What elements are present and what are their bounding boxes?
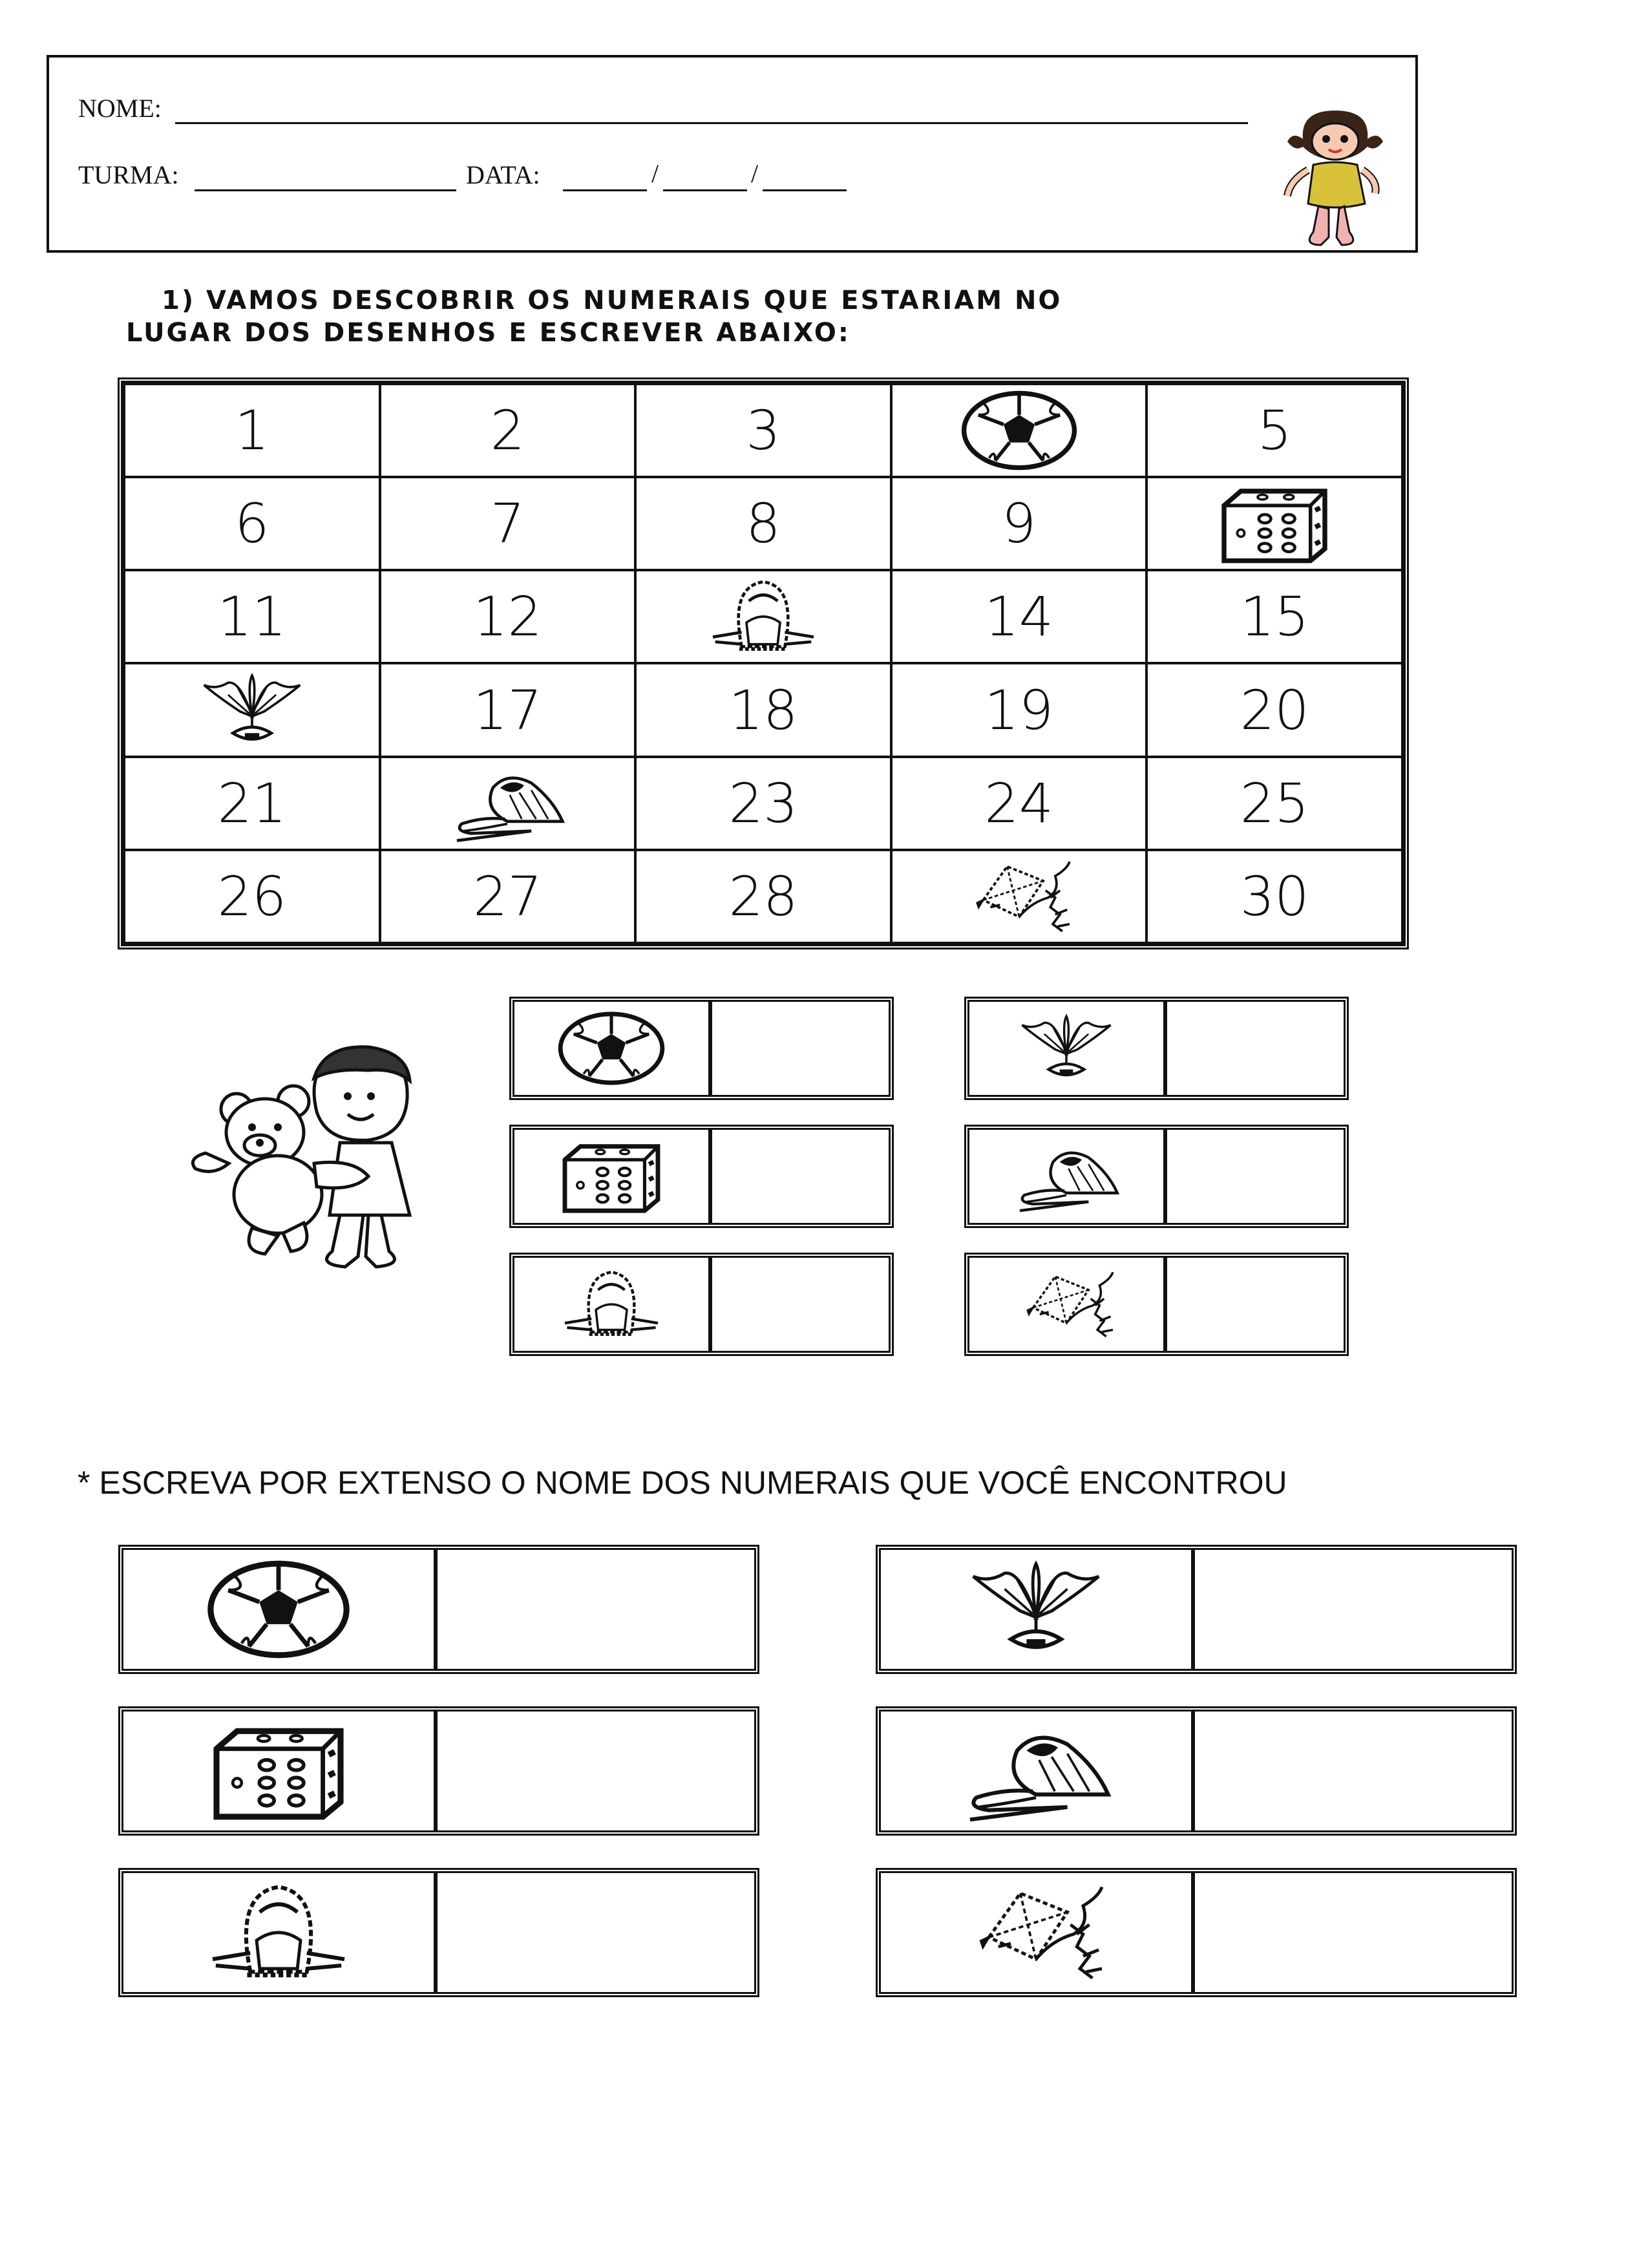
- date-separator: /: [651, 159, 659, 188]
- answer-picture: [969, 1130, 1167, 1223]
- grid-cell: 21: [124, 757, 380, 850]
- date-month-line[interactable]: [663, 189, 747, 191]
- grid-cell: 18: [635, 663, 891, 756]
- boy-with-teddy-bear-icon: [174, 1034, 472, 1280]
- answer-field[interactable]: [438, 1873, 754, 1992]
- grid-cell: 25: [1146, 757, 1402, 850]
- ball-icon: [955, 388, 1084, 472]
- answer-picture: [881, 1712, 1195, 1830]
- grid-cell: 2: [380, 384, 636, 477]
- grid-cell: 23: [635, 757, 891, 850]
- backpack-icon: [699, 575, 828, 659]
- answer-box-spinning-top: [964, 1125, 1349, 1228]
- answer-field[interactable]: [712, 1258, 889, 1351]
- grid-cell-picture: [124, 663, 380, 756]
- grid-cell: 6: [124, 477, 380, 570]
- number-grid: [118, 377, 1409, 949]
- dice-icon: [1210, 482, 1339, 566]
- grid-cell: 9: [891, 477, 1147, 570]
- section2-title: * ESCREVA POR EXTENSO O NOME DOS NUMERAIS QUE VOCÊ ENCONTROU: [78, 1465, 1287, 1501]
- header-box: [47, 55, 1418, 253]
- date-label: DATA:: [466, 160, 540, 189]
- write-box-shell: [876, 1545, 1517, 1674]
- grid-cell: 7: [380, 477, 636, 570]
- grid-cell: 8: [635, 477, 891, 570]
- answer-field[interactable]: [438, 1712, 754, 1830]
- grid-cell: 26: [124, 850, 380, 943]
- grid-cell: 27: [380, 850, 636, 943]
- number-grid-table: [123, 383, 1404, 944]
- grid-row: [124, 850, 1402, 943]
- kite-icon: [913, 1878, 1159, 1987]
- answer-picture: [123, 1712, 438, 1830]
- answer-picture: [514, 1130, 712, 1223]
- answer-field[interactable]: [1167, 1002, 1344, 1095]
- grid-cell: 14: [891, 570, 1147, 663]
- class-label: TURMA:: [78, 160, 179, 189]
- answer-field[interactable]: [712, 1002, 889, 1095]
- ball-icon: [169, 1558, 388, 1661]
- grid-row: [124, 477, 1402, 570]
- answer-picture: [514, 1002, 712, 1095]
- grid-cell-picture: [1146, 477, 1402, 570]
- answer-picture: [881, 1550, 1195, 1669]
- girl-character-icon: [1264, 103, 1406, 251]
- grid-cell: 17: [380, 663, 636, 756]
- name-input-line[interactable]: [175, 122, 1248, 124]
- answer-picture: [123, 1550, 438, 1669]
- grid-cell: 11: [124, 570, 380, 663]
- spinning-top-icon: [427, 761, 588, 845]
- class-input-line[interactable]: [195, 189, 456, 191]
- answer-box-shell: [964, 997, 1349, 1100]
- backpack-icon: [544, 1266, 679, 1343]
- instruction-line-2: LUGAR DOS DESENHOS E ESCREVER ABAIXO:: [126, 318, 850, 348]
- answer-picture: [969, 1258, 1167, 1351]
- name-label: NOME:: [78, 94, 162, 123]
- shell-icon: [920, 1554, 1152, 1664]
- answer-field[interactable]: [1195, 1550, 1512, 1669]
- grid-row: [124, 757, 1402, 850]
- grid-cell: 12: [380, 570, 636, 663]
- answer-field[interactable]: [438, 1550, 754, 1669]
- answer-box-ball: [509, 997, 894, 1100]
- spinning-top-icon: [992, 1138, 1141, 1215]
- instruction-line-1: 1) VAMOS DESCOBRIR OS NUMERAIS QUE ESTARIAM NO: [162, 286, 1062, 315]
- answer-field[interactable]: [1195, 1873, 1512, 1992]
- grid-cell-picture: [891, 850, 1147, 943]
- write-box-spinning-top: [876, 1706, 1517, 1836]
- answer-picture: [969, 1002, 1167, 1095]
- grid-cell: 3: [635, 384, 891, 477]
- grid-cell: 15: [1146, 570, 1402, 663]
- ball-icon: [550, 1010, 673, 1087]
- answer-field[interactable]: [1195, 1712, 1512, 1830]
- write-box-ball: [118, 1545, 759, 1674]
- grid-cell: 30: [1146, 850, 1402, 943]
- shell-icon: [1005, 1010, 1128, 1087]
- spinning-top-icon: [907, 1716, 1165, 1826]
- backpack-icon: [156, 1878, 401, 1987]
- answer-box-kite: [964, 1253, 1349, 1356]
- grid-cell-picture: [635, 570, 891, 663]
- kite-icon: [945, 854, 1093, 938]
- answer-picture: [514, 1258, 712, 1351]
- grid-cell: 28: [635, 850, 891, 943]
- date-year-line[interactable]: [763, 189, 847, 191]
- answer-picture: [123, 1873, 438, 1992]
- grid-row: [124, 384, 1402, 477]
- grid-cell: 19: [891, 663, 1147, 756]
- answer-field[interactable]: [1167, 1130, 1344, 1223]
- shell-icon: [187, 668, 317, 752]
- grid-cell-picture: [380, 757, 636, 850]
- grid-row: [124, 570, 1402, 663]
- write-box-backpack: [118, 1868, 759, 1997]
- grid-cell-picture: [891, 384, 1147, 477]
- answer-field[interactable]: [1167, 1258, 1344, 1351]
- write-box-kite: [876, 1868, 1517, 1997]
- grid-cell: 5: [1146, 384, 1402, 477]
- kite-icon: [998, 1266, 1134, 1343]
- date-day-line[interactable]: [563, 189, 647, 191]
- dice-icon: [550, 1138, 673, 1215]
- date-separator: /: [751, 159, 759, 188]
- answer-box-backpack: [509, 1253, 894, 1356]
- grid-cell: 1: [124, 384, 380, 477]
- grid-cell: 24: [891, 757, 1147, 850]
- answer-box-dice: [509, 1125, 894, 1228]
- grid-cell: 20: [1146, 663, 1402, 756]
- write-box-dice: [118, 1706, 759, 1836]
- grid-row: [124, 663, 1402, 756]
- dice-icon: [169, 1719, 388, 1823]
- answer-picture: [881, 1873, 1195, 1992]
- answer-field[interactable]: [712, 1130, 889, 1223]
